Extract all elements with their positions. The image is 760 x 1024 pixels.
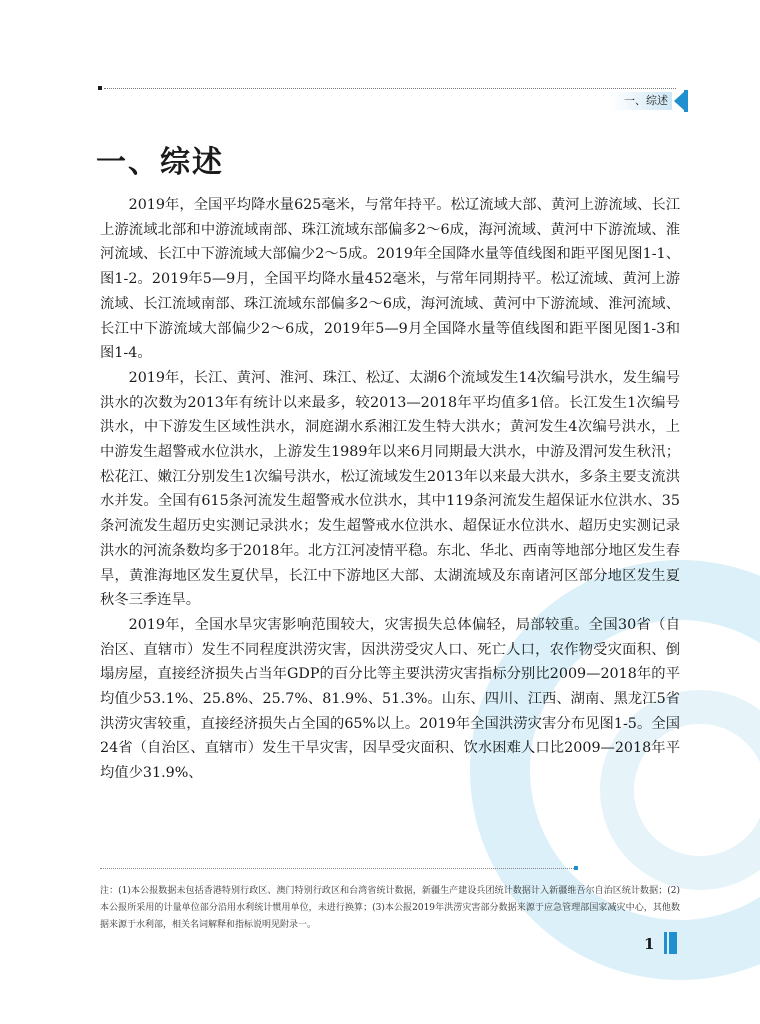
header-accent-bar [684, 90, 688, 112]
header-dot [98, 86, 102, 90]
page-title: 一、综述 [96, 145, 224, 180]
paragraph-floods: 2019年，长江、黄河、淮河、珠江、松辽、太湖6个流域发生14次编号洪水，发生编号洪水的次数为2013年有统计以来最多，较2013—2018年平均值多1倍。长江发生1次编号洪水，中下游发生区域性洪水，洞庭湖水系湘江发生特大洪水；黄河发生4次编号洪水，上中游发生超警戒水位洪水，上游发生1989年以来6月同期最大洪水，中游及渭河发生秋汛；松花江、嫩江分别发生1次编号洪水，松辽流域发生2013年以来最大洪水，多条主要支流洪水并发。全国有615条河流发生超警戒水位洪水，其中119条河流发生超保证水位洪水、35条河流发生超历史实测记录洪水；发生超警戒水位洪水、超保证水位洪水、超历史实测记录洪水的河流条数均多于2018年。北方江河凌情平稳。东北、华北、西南等地部分地区发生春旱，黄淮海地区发生夏伏旱，长江中下游地区大部、太湖流域及东南诸河区部分地区发生夏秋冬三季连旱。 [100, 369, 680, 609]
page-number-bar-thin [664, 932, 667, 954]
paragraph-precipitation: 2019年，全国平均降水量625毫米，与常年持平。松辽流域大部、黄河上游流域、长江上游流域北部和中游流域南部、珠江流域东部偏多2～6成，海河流域、黄河中下游流域、淮河流域、长江中下游流域大部偏少2～5成。2019年全国降水量等值线图和距平图见图1-1、图1-2。2019年5—9月，全国平均降水量452毫米，与常年同期持平。松辽流域、黄河上游流域、长江流域南部、珠江流域东部偏多2～6成，海河流域、黄河中下游流域、淮河流域、长江中下游流域大部偏少2～6成，2019年5—9月全国降水量等值线图和距平图见图1-3和图1-4。 [100, 197, 680, 362]
running-header-section: 一、综述 [610, 92, 672, 110]
page-number: 1 [644, 935, 655, 953]
header-rule [104, 88, 676, 89]
footnote-rule-dot [574, 866, 578, 870]
paragraph-disasters: 2019年，全国水旱灾害影响范围较大，灾害损失总体偏轻，局部较重。全国30省（自治区、直辖市）发生不同程度洪涝灾害，因洪涝受灾人口、死亡人口，农作物受灾面积、倒塌房屋，直接经济损失占当年GDP的百分比等主要洪涝灾害指标分别比2009—2018年的平均值少53.1%、25.8%、25.7%、81.9%、51.3%。山东、四川、江西、湖南、黑龙江5省洪涝灾害较重，直接经济损失占全国的65%以上。2019年全国洪涝灾害分布见图1-5。全国24省（自治区、直辖市）发生干旱灾害，因旱受灾面积、饮水困难人口比2009—2018年平均值少31.9%、 [100, 616, 680, 782]
body-text [100, 193, 680, 786]
footnote: 注：(1)本公报数据未包括香港特别行政区、澳门特别行政区和台湾省统计数据，新疆生产建设兵团统计数据计入新疆维吾尔自治区统计数据；(2)本公报所采用的计量单位部分沿用水利统计惯用单位，未进行换算；(3)本公报2019年洪涝灾害部分数据来源于应急管理部国家减灾中心，其他数据来源于水利部，相关名词解释和指标说明见附录一。 [100, 886, 680, 930]
footnote-rule [100, 868, 576, 869]
page-number-bar-thick [669, 932, 677, 954]
